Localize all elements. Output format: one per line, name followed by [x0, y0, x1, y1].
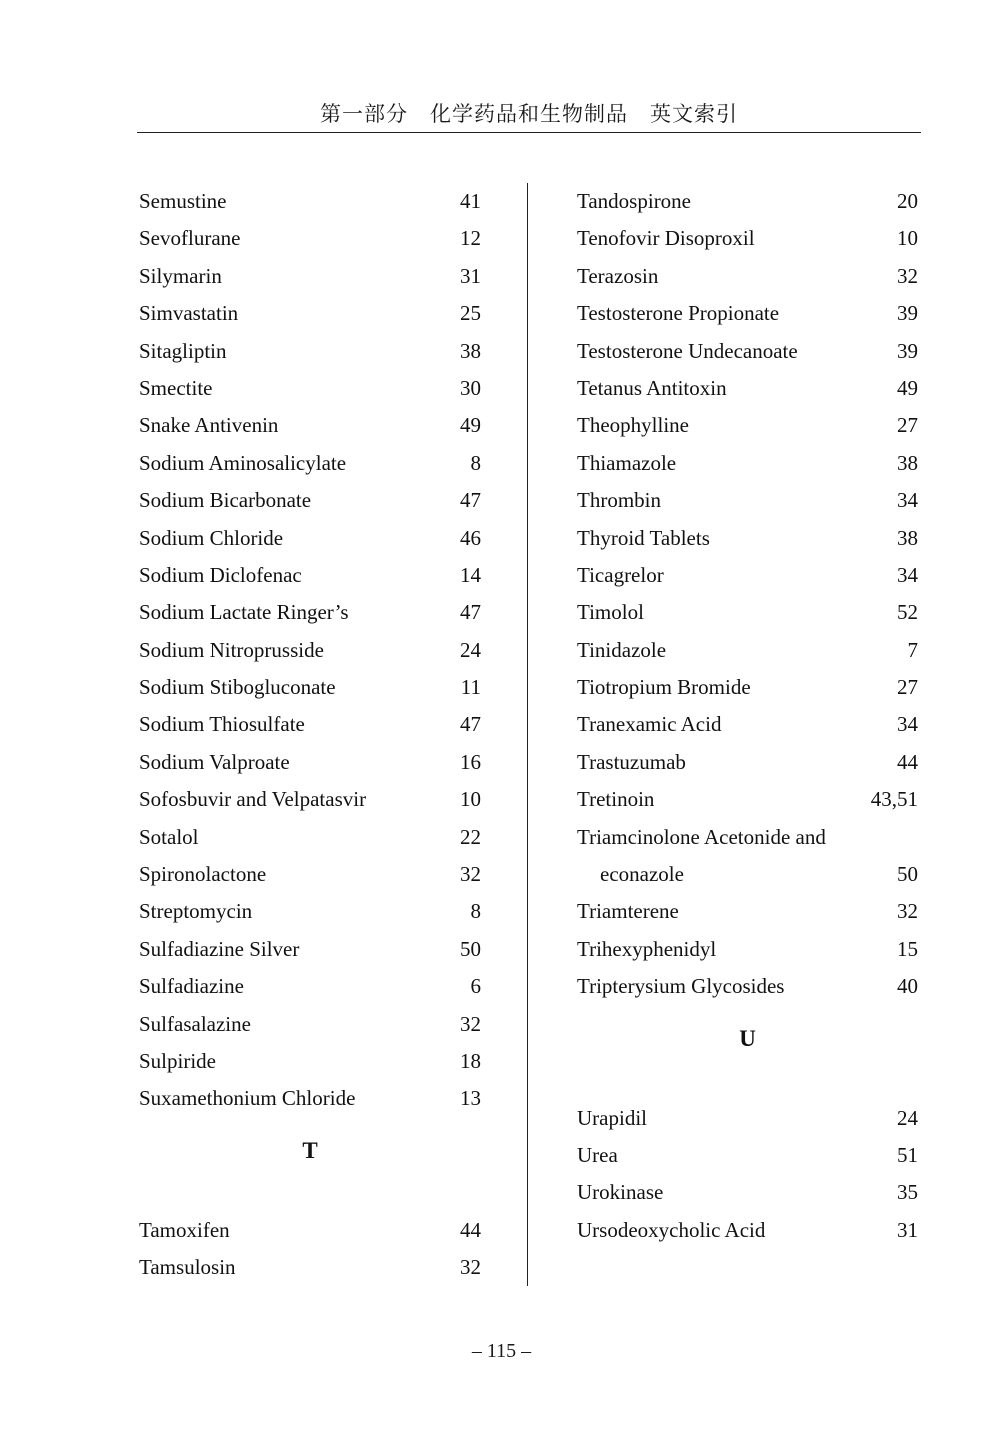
index-page-ref: 27: [897, 413, 918, 438]
index-page-ref: 34: [897, 712, 918, 737]
index-page-ref: 50: [897, 862, 918, 887]
index-entry: [139, 557, 481, 594]
index-term: Sodium Stibogluconate: [139, 675, 336, 700]
index-page-ref: 24: [897, 1105, 918, 1130]
index-term: Ticagrelor: [577, 562, 664, 587]
index-page-ref: 13: [460, 1086, 481, 1111]
index-page-ref: 32: [460, 1011, 481, 1036]
index-entry: [139, 1249, 481, 1286]
index-entry: [139, 520, 481, 557]
index-group-u: [577, 1100, 918, 1250]
index-term: Sotalol: [139, 824, 199, 849]
index-page-ref: 50: [460, 936, 481, 961]
section-heading-t: T: [302, 1137, 318, 1163]
index-page-ref: 38: [460, 338, 481, 363]
index-term: Snake Antivenin: [139, 413, 279, 438]
index-term: econazole: [600, 862, 684, 887]
index-page-ref: 8: [470, 450, 481, 475]
index-page-ref: 25: [460, 301, 481, 326]
index-entry: [577, 669, 918, 706]
index-page-ref: 32: [460, 1255, 481, 1280]
index-page-ref: 15: [897, 936, 918, 961]
index-term: Sulfadiazine Silver: [139, 936, 300, 961]
index-entry: [577, 333, 918, 370]
index-entry: [139, 819, 481, 856]
index-term: Sodium Nitroprusside: [139, 637, 324, 662]
index-entry: [577, 220, 918, 257]
index-page-ref: 49: [897, 375, 918, 400]
index-page-ref: 44: [460, 1217, 481, 1242]
index-term: Suxamethonium Chloride: [139, 1086, 356, 1111]
index-entry: [577, 183, 918, 220]
index-page-ref: 6: [470, 974, 481, 999]
index-entry: [577, 968, 918, 1005]
index-entry: [139, 445, 481, 482]
index-term: Smectite: [139, 375, 213, 400]
header-rule: [137, 132, 921, 133]
index-term: Urea: [577, 1142, 618, 1167]
index-entry: [139, 183, 481, 220]
index-entry: [139, 1080, 481, 1117]
index-page-ref: 31: [897, 1217, 918, 1242]
index-page-ref: 49: [460, 413, 481, 438]
index-term: Tretinoin: [577, 787, 655, 812]
index-term: Simvastatin: [139, 301, 239, 326]
index-page-ref: 24: [460, 637, 481, 662]
index-term: Sevoflurane: [139, 226, 241, 251]
index-entry: [139, 370, 481, 407]
index-entry: [139, 1212, 481, 1249]
index-term: Sodium Valproate: [139, 749, 290, 774]
index-entry: [139, 893, 481, 930]
index-entry: [577, 706, 918, 743]
index-entry: [139, 968, 481, 1005]
index-entry: [577, 632, 918, 669]
index-column-right: [577, 183, 918, 1249]
index-page-ref: 32: [460, 862, 481, 887]
index-entry: [139, 744, 481, 781]
index-term: Testosterone Undecanoate: [577, 338, 798, 363]
index-entry: [577, 1174, 918, 1211]
index-entry: [577, 445, 918, 482]
index-page-ref: 32: [897, 899, 918, 924]
index-term: Sodium Lactate Ringer’s: [139, 600, 349, 625]
index-entry: [577, 520, 918, 557]
index-term: Triamcinolone Acetonide and: [577, 824, 826, 849]
index-page-ref: 22: [460, 824, 481, 849]
index-entry: [139, 706, 481, 743]
index-page-ref: 20: [897, 189, 918, 213]
index-entry: [139, 333, 481, 370]
index-entry: [139, 1043, 481, 1080]
index-entry: [139, 407, 481, 444]
index-term: Trihexyphenidyl: [577, 936, 717, 961]
index-term: Terazosin: [577, 263, 659, 288]
running-header: 第一部分 化学药品和生物制品 英文索引: [320, 102, 738, 126]
index-entry: [577, 781, 918, 818]
index-entry: [577, 370, 918, 407]
section-heading-u: U: [739, 1025, 756, 1051]
index-page-ref: 52: [897, 600, 918, 625]
index-entry: [577, 819, 918, 856]
index-term: Sodium Bicarbonate: [139, 488, 312, 513]
index-entry: [577, 295, 918, 332]
page-number: – 115 –: [471, 1340, 532, 1362]
index-entry: [139, 295, 481, 332]
index-page-ref: 38: [897, 450, 918, 475]
index-page-ref: 39: [897, 301, 918, 326]
index-page-ref: 43,51: [870, 787, 918, 812]
section-spacer: [139, 1184, 481, 1212]
index-entry: [577, 557, 918, 594]
index-term: Spironolactone: [139, 862, 267, 887]
index-page-ref: 46: [460, 525, 481, 550]
index-page-ref: 44: [897, 749, 918, 774]
index-page-ref: 12: [460, 226, 481, 251]
index-term: Tetanus Antitoxin: [577, 375, 727, 400]
index-term: Streptomycin: [139, 899, 253, 924]
index-term: Thiamazole: [577, 450, 677, 475]
index-page-ref: 8: [470, 899, 481, 924]
index-entry: [139, 220, 481, 257]
index-term: Sulpiride: [139, 1048, 216, 1073]
index-page-ref: 34: [897, 488, 918, 513]
index-entry: [139, 1006, 481, 1043]
index-term: Thyroid Tablets: [577, 525, 710, 550]
index-term: Urapidil: [577, 1105, 647, 1130]
index-entry: [139, 781, 481, 818]
index-term: Tiotropium Bromide: [577, 675, 751, 700]
index-entry: [139, 482, 481, 519]
section-spacer: [577, 1072, 918, 1100]
index-entry: [577, 1212, 918, 1249]
index-term: Tamoxifen: [139, 1217, 230, 1242]
index-page-ref: 40: [897, 974, 918, 999]
index-term: Sodium Diclofenac: [139, 562, 302, 587]
index-page-ref: 34: [897, 562, 918, 587]
index-page-ref: 31: [460, 263, 481, 288]
index-entry: [139, 258, 481, 295]
index-page-ref: 18: [460, 1048, 481, 1073]
index-entry: [577, 856, 918, 893]
index-term: Sulfadiazine: [139, 974, 244, 999]
index-page-ref: 7: [907, 637, 918, 662]
index-page-ref: 41: [460, 189, 481, 213]
index-term: Urokinase: [577, 1180, 664, 1205]
index-term: Semustine: [139, 189, 227, 213]
index-term: Testosterone Propionate: [577, 301, 780, 326]
index-term: Silymarin: [139, 263, 222, 288]
index-term: Sodium Chloride: [139, 525, 284, 550]
index-term: Ursodeoxycholic Acid: [577, 1217, 766, 1242]
index-page-ref: 10: [460, 787, 481, 812]
index-page-ref: 38: [897, 525, 918, 550]
index-term: Tripterysium Glycosides: [577, 974, 785, 999]
index-page-ref: 27: [897, 675, 918, 700]
index-page-ref: 47: [460, 488, 481, 513]
index-term: Sulfasalazine: [139, 1011, 251, 1036]
index-page-ref: 32: [897, 263, 918, 288]
index-page-ref: 51: [897, 1142, 918, 1167]
index-page-ref: 39: [897, 338, 918, 363]
index-term: Triamterene: [577, 899, 679, 924]
index-group-t-left: [139, 1212, 481, 1287]
index-entry: [577, 1100, 918, 1137]
index-page-ref: 14: [460, 562, 481, 587]
index-page-ref: 16: [460, 749, 481, 774]
index-page-ref: 47: [460, 712, 481, 737]
index-page-ref: 30: [460, 375, 481, 400]
index-entry: [139, 931, 481, 968]
index-group-t-right: [577, 183, 918, 1006]
index-term: Tinidazole: [577, 637, 667, 662]
index-term: Sofosbuvir and Velpatasvir: [139, 787, 367, 812]
index-entry: [139, 632, 481, 669]
index-entry: [577, 407, 918, 444]
index-term: Trastuzumab: [577, 749, 686, 774]
index-entry: [577, 482, 918, 519]
index-entry: [577, 258, 918, 295]
index-term: Timolol: [577, 600, 644, 625]
index-page-ref: 11: [460, 675, 481, 700]
index-term: Theophylline: [577, 413, 689, 438]
index-entry: [139, 669, 481, 706]
index-term: Sodium Aminosalicylate: [139, 450, 347, 475]
index-entry: [577, 744, 918, 781]
index-column-left: [139, 183, 481, 1287]
index-group-s: [139, 183, 481, 1118]
index-term: Sodium Thiosulfate: [139, 712, 305, 737]
index-term: Sitagliptin: [139, 338, 227, 363]
index-page-ref: 10: [897, 226, 918, 251]
index-term: Tenofovir Disoproxil: [577, 226, 755, 251]
index-entry: [577, 594, 918, 631]
index-term: Thrombin: [577, 488, 661, 513]
index-page-ref: 35: [897, 1180, 918, 1205]
index-entry: [139, 856, 481, 893]
index-entry: [577, 893, 918, 930]
index-term: Tamsulosin: [139, 1255, 236, 1280]
index-entry: [577, 931, 918, 968]
index-term: Tandospirone: [577, 189, 692, 213]
index-entry: [139, 594, 481, 631]
index-term: Tranexamic Acid: [577, 712, 722, 737]
column-divider: [527, 183, 528, 1286]
index-entry: [577, 1137, 918, 1174]
index-page-ref: 47: [460, 600, 481, 625]
